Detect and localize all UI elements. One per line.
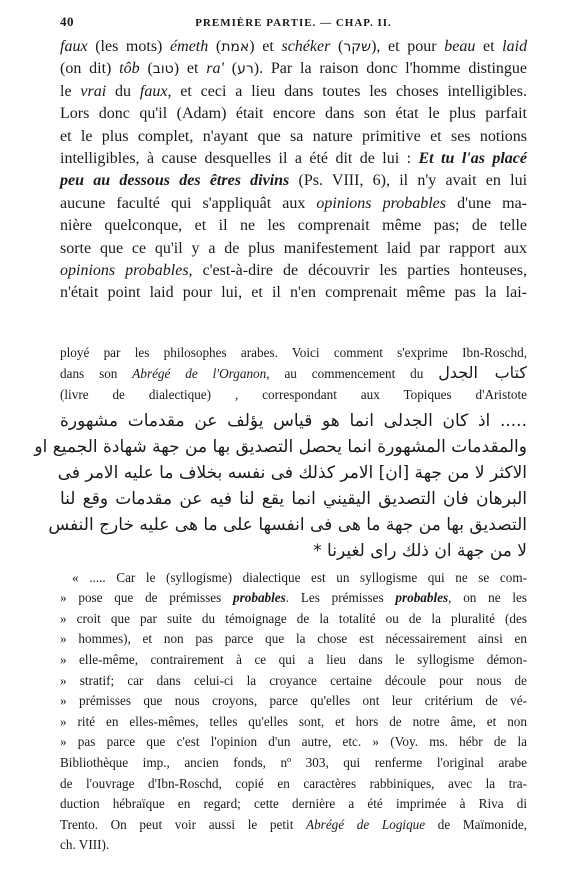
translation-line: duction hébraïque en regard; cette dernière a été imprimée à Riva di [60,796,527,812]
text-line: Lors donc qu'il (Adam) était encore dans son état le plus parfait [60,105,527,123]
translation-line: » rité en elles-mêmes, telles qu'elles sont, et hors de notre âme, et non [60,713,527,729]
arabic-line: الاكثر لا من جهة [ان] الامر كذلك فى نفسه بخلاف ما عليه الامر فى [57,462,527,483]
footnote-line: dans son Abrégé de l'Organon, au commencement du كتاب الجدل [60,363,528,383]
translation-line: Bibliothèque imp., ancien fonds, nº 303, qui renferme l'original arabe [60,755,527,770]
footnote-line: (livre de dialectique) , correspondant aux Topiques d'Aristote [60,387,527,403]
arabic-line: التصديق بها من جهة ما هى فى انفسها على ما هى عليه خارج النفس [48,514,527,535]
arabic-line: البرهان فان التصديق اليقيني انما يقع لنا فيه عن مقدمات وقع لنا [60,488,527,509]
text-line: n'était point laid pour lui, et il n'en comprenait même pas la lai- [60,284,527,302]
text-line: sorte que ce qu'il y a de plus manifestement laid par rapport aux [60,239,527,257]
main-text [60,36,527,305]
text-line: peu au dessous des êtres divins (Ps. VIII, 6), il n'y avait en lui [60,172,528,190]
page-number: 40 [60,14,74,29]
footnote-line: ployé par les philosophes arabes. Voici comment s'exprime Ibn-Roschd, [60,344,527,360]
translation-line: » stratif; car dans celui-ci la croyance certaine découle pour nous de [60,672,527,688]
text-line: nière quelconque, et il ne les comprenait même pas; de telle [60,217,527,235]
arabic-line: والمقدمات المشهورة انما يحصل التصديق بها من جهة شهادة الجميع او [34,436,527,457]
text-line: opinions probables, c'est-à-dire de découvrir les parties honteuses, [60,262,527,280]
translation-line: » croit que par suite du témoignage de la totalité ou de la pluralité (des [60,610,527,626]
arabic-title: كتاب الجدل [438,363,528,383]
text-line: le vrai du faux, et ceci a lieu dans toutes les choses intelligibles. [60,82,528,100]
page-header [60,14,527,36]
translation-line: » elle-même, contrairement à ce qui a lieu dans le syllogisme démon- [60,652,527,668]
text-line: aucune faculté qui s'appliquât aux opinions probables d'une ma- [60,194,528,212]
translation-line: » hommes), et non pas parce que la chose est nécessairement ainsi en [60,631,527,647]
arabic-line: ..... اذ كان الجدلى انما هو قياس يؤلف عن مقدمات مشهورة [60,410,527,431]
translation-line: ch. VIII). [60,837,110,853]
text-line: (on dit) tôb (טוב) et ra' (רע). Par la raison donc l'homme distingue [60,60,527,78]
text-line: faux (les mots) émeth (אמת) et schéker (שקר), et pour beau et laid [60,38,528,55]
text-line: et le plus complet, n'ayant que sa nature primitive et ses notions [60,127,527,145]
arabic-line: لا من جهة ان ذلك راى لغيرنا * [313,540,527,561]
translation-line: » pas parce que c'est l'opinion d'un autre, etc. » (Voy. ms. hébr de la [60,734,527,750]
arabic-quotation [34,408,527,564]
translation-line: de l'ouvrage d'Ibn-Roschd, copié en caractères rabbiniques, avec la tra- [60,775,527,791]
translation-line: » pose que de prémisses probables. Les prémisses probables, on ne les [60,590,527,606]
running-title: PREMIÈRE PARTIE. — CHAP. II. [195,17,392,29]
translation-line: Trento. On peut voir aussi le petit Abrégé de Logique de Maïmonide, [60,816,527,832]
footnote [34,343,528,856]
translation-line: « ..... Car le (syllogisme) dialectique est un syllogisme qui ne se com- [72,569,527,585]
translation-line: » prémisses que nous croyons, parce qu'elles ont leur critérium de vé- [60,693,527,709]
text-line: intelligibles, à cause desquelles il a été dit de lui : Et tu l'as placé [60,150,528,168]
